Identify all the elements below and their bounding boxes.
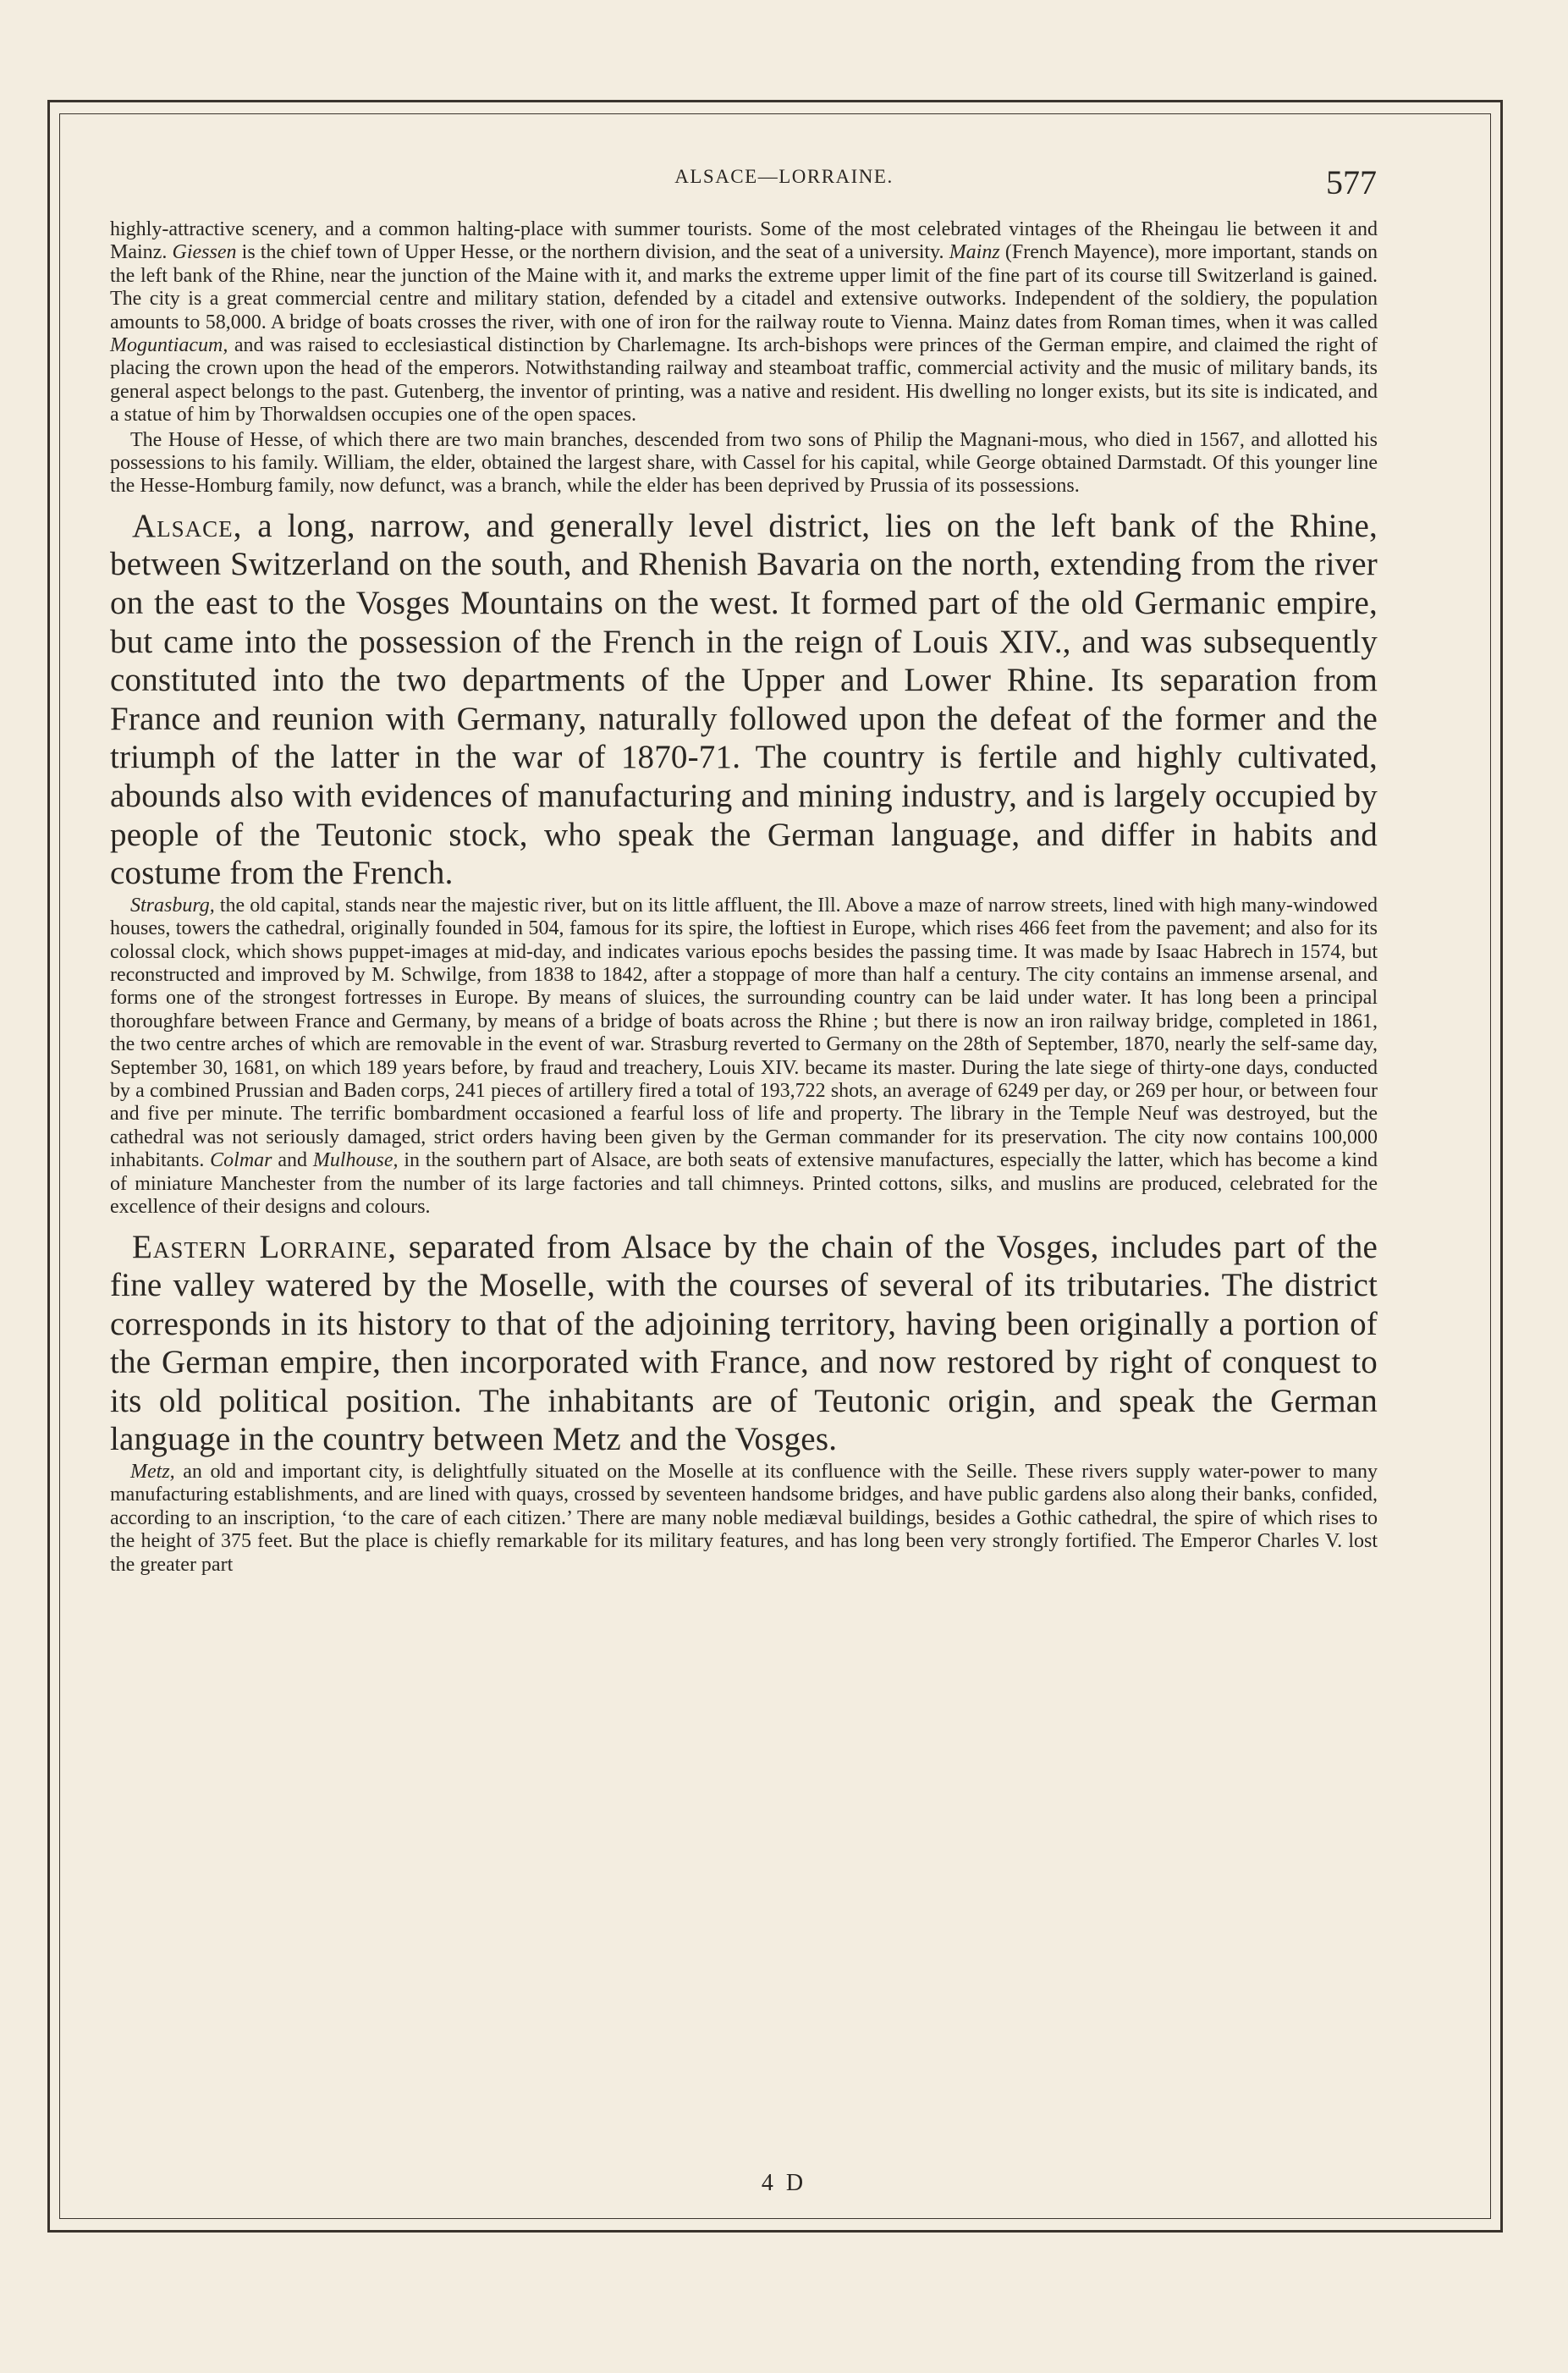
text-run: in the southern part of Alsace, are both seats of extensive manufactures, especially the latter, which has become a kind of miniature Manchester from the number of its large factories and tall chimneys. Printed cottons, silks, and muslins are produced, celebrated for the excellence of their designs and colours. bbox=[110, 1149, 1378, 1219]
place-name-mulhouse: Mulhouse, bbox=[312, 1149, 399, 1172]
text-run: and bbox=[272, 1149, 313, 1172]
text-run: (French Mayence), more important, stands on the left bank of the Rhine, near the junction of the Maine with it, and marks the extreme upper limit of the fine part of its course till Switzerland is gained. The city is a great commercial centre and military station, defended by a citadel and extensive outworks. Independent of the soldiery, the population amounts to 58,000. A bridge of boats crosses the river, with one of iron for the railway route to Vienna. Mainz dates from Roman times, when it was called bbox=[110, 241, 1378, 333]
text-run: highly-attractive scenery, and a common halting-place with summer tourists. Some of the most celebrated vintages of the Rheingau lie between it and Mainz. bbox=[110, 218, 1378, 264]
page-number: 577 bbox=[1326, 163, 1377, 201]
place-name-metz: Metz, bbox=[130, 1461, 175, 1484]
running-title: ALSACE—LORRAINE. bbox=[674, 166, 894, 187]
paragraph-metz bbox=[110, 1461, 1378, 1577]
text-run: and was raised to ecclesiastical distinction by Charlemagne. Its arch-bishops were princes of the German empire, and claimed the right of placing the crown upon the head of the emperors. Notwithstanding railway and steamboat traffic, commercial activity and the music of military bands, its general aspect belongs to the past. Gutenberg, the inventor of printing, was a native and resident. His dwelling no longer exists, but its site is indicated, and a statue of him by Thorwaldsen occupies one of the open spaces. bbox=[110, 334, 1378, 427]
text-run: a long, narrow, and generally level district, lies on the left bank of the Rhine, between Switzerland on the south, and Rhenish Bavaria on the north, extending from the river on the east to the Vosges Mountains on the west. It formed part of the old Germanic empire, but came into the possession of the French in the reign of Louis XIV., and was subsequently constituted into the two departments of the Upper and Lower Rhine. Its separation from France and reunion with Germany, naturally followed upon the defeat of the former and the triumph of the latter in the war of 1870-71. The country is fertile and highly cultivated, abounds also with evidences of manufacturing and mining industry, and is largely occupied by people of the Teutonic stock, who speak the German language, and differ in habits and costume from the French. bbox=[110, 507, 1378, 892]
text-run: separated from Alsace by the chain of the Vosges, includes part of the fine valley watered by the Moselle, with the courses of several of its tributaries. The district corresponds in its history to that of the adjoining territory, having been originally a portion of the German empire, then incorporated with France, and now restored by right of conquest to its old political position. The inhabitants are of Teutonic origin, and speak the German language in the country between Metz and the Vosges. bbox=[110, 1228, 1378, 1458]
text-run: an old and important city, is delightfully situated on the Moselle at its confluence with the Seille. These rivers supply water-power to many manufacturing establishments, and are lined with quays, crossed by seventeen handsome bridges, and have public gardens also along their banks, confided, according to an inscription, ‘to the care of each citizen.’ There are many noble mediæval buildings, besides a Gothic cathedral, the spire of which rises to the height of 375 feet. But the place is chiefly remarkable for its military features, and has long been very strongly fortified. The Emperor Charles V. lost the greater part bbox=[110, 1461, 1378, 1576]
paragraph-house-of-hesse: The House of Hesse, of which there are two main branches, descended from two sons of Philip the Magnani-mous, who died in 1567, and allotted his possessions to his family. William, the elder, obtained the largest share, with Cassel for his capital, while George obtained Darmstadt. Of this younger line the Hesse-Homburg family, now defunct, was a branch, while the elder has been deprived by Prussia of its possessions. bbox=[110, 428, 1378, 498]
signature-mark: 4 D bbox=[761, 2170, 807, 2196]
place-name-giessen: Giessen bbox=[172, 241, 237, 264]
text-run: is the chief town of Upper Hesse, or the northern division, and the seat of a university. bbox=[236, 241, 949, 264]
paragraph-eastern-lorraine bbox=[110, 1228, 1378, 1460]
place-name-strasburg: Strasburg, bbox=[130, 894, 215, 917]
page-body bbox=[110, 218, 1378, 1577]
section-lead-eastern-lorraine: Eastern Lorraine, bbox=[132, 1228, 398, 1265]
text-run: the old capital, stands near the majestic river, but on its little affluent, the Ill. Above a maze of narrow streets, lined with high many-windowed houses, towers the cathedral, originally founded in 504, famous for its spire, the loftiest in Europe, which rises 466 feet from the pavement; and also for its colossal clock, which shows puppet-images at mid-day, and indicates various epochs besides the passing time. It was made by Isaac Habrech in 1574, but reconstructed and improved by M. Schwilge, from 1838 to 1842, after a stoppage of more than half a century. The city contains an immense arsenal, and forms one of the strongest fortresses in Europe. By means of sluices, the surrounding country can be laid under water. It has long been a principal thoroughfare between France and Germany, by means of a bridge of boats across the Rhine ; but there is now an iron railway bridge, completed in 1861, the two centre arches of which are removable in the event of war. Strasburg reverted to Germany on the 28th of September, 1870, nearly the self-same day, September 30, 1681, on which 189 years before, by fraud and treachery, Louis XIV. became its master. During the late siege of thirty-one days, conducted by a combined Prussian and Baden corps, 241 pieces of artillery fired a total of 193,722 shots, an average of 6249 per day, or 269 per hour, or between four and five per minute. The terrific bombardment occasioned a fearful loss of life and property. The library in the Temple Neuf was destroyed, but the cathedral was not seriously damaged, strict orders having been given by the German commander for its preservation. The city now contains 100,000 inhabitants. bbox=[110, 894, 1378, 1172]
place-name-colmar: Colmar bbox=[210, 1149, 272, 1172]
paragraph-alsace bbox=[110, 507, 1378, 893]
page-header bbox=[0, 162, 1568, 201]
section-lead-alsace: Alsace, bbox=[132, 507, 243, 544]
paragraph-hesse-mainz bbox=[110, 218, 1378, 427]
place-name-mainz: Mainz bbox=[949, 241, 1000, 264]
paragraph-strasburg bbox=[110, 895, 1378, 1220]
place-name-moguntiacum: Moguntiacum, bbox=[110, 334, 228, 357]
